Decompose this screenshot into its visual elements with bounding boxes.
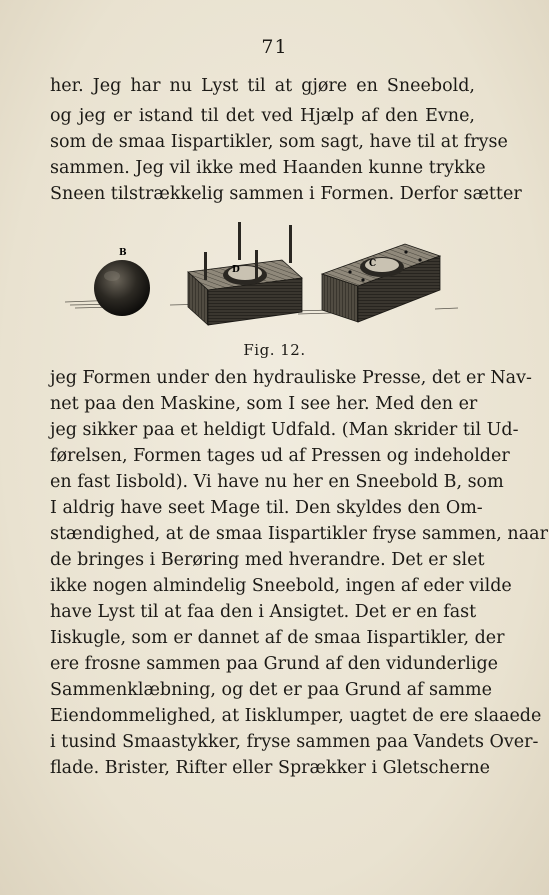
text-line: ikke nogen almindelig Sneebold, ingen af eder vilde bbox=[50, 576, 512, 596]
text-line: ere frosne sammen paa Grund af den vidunderlige bbox=[50, 654, 499, 674]
snowball-b bbox=[94, 248, 150, 316]
text-line: førelsen, Formen tages ud af Pressen og indeholder bbox=[50, 446, 510, 466]
text-line: I aldrig have seet Mage til. Den skyldes den Om- bbox=[50, 498, 483, 518]
text-line: Iiskugle, som er dannet af de smaa Iispartikler, der bbox=[50, 628, 505, 648]
text-line: i tusind Smaastykker, fryse sammen paa Vandets Over- bbox=[50, 732, 539, 752]
text-line: have Lyst til at faa den i Ansigtet. Det er en fast bbox=[50, 602, 477, 622]
text-line: som de smaa Iispartikler, som sagt, have til at fryse bbox=[50, 132, 508, 152]
text-line: Sammenklæbning, og det er paa Grund af samme bbox=[50, 680, 493, 700]
text-line: sammen. Jeg vil ikke med Haanden kunne trykke bbox=[50, 158, 486, 178]
text-line: her. Jeg har nu Lyst til at gjøre en Sneebold, bbox=[50, 76, 475, 96]
page-number: 71 bbox=[261, 36, 288, 58]
text-line: flade. Brister, Rifter eller Sprækker i Gletscherne bbox=[50, 758, 490, 778]
text-line: jeg Formen under den hydrauliske Presse, det er Nav- bbox=[50, 368, 532, 388]
text-line: en fast Iisbold). Vi have nu her en Sneebold B, som bbox=[50, 472, 504, 492]
text-line: stændighed, at de smaa Iispartikler fryse sammen, naar bbox=[50, 524, 548, 544]
figure-label-b: B bbox=[119, 248, 127, 258]
mould-c bbox=[322, 244, 440, 322]
figure-illustration bbox=[60, 210, 460, 335]
text-line: Sneen tilstrækkelig sammen i Formen. Derfor sætter bbox=[50, 184, 522, 204]
text-line: jeg sikker paa et heldigt Udfald. (Man skrider til Ud- bbox=[50, 420, 519, 440]
figure-label-c: C bbox=[369, 259, 377, 269]
text-line: net paa den Maskine, som I see her. Med den er bbox=[50, 394, 478, 414]
figure-label-d: D bbox=[232, 265, 240, 275]
text-line: og jeg er istand til det ved Hjælp af den Evne, bbox=[50, 106, 475, 126]
mould-d bbox=[188, 222, 302, 325]
text-line: Eiendommelighed, at Iisklumper, uagtet de ere slaaede bbox=[50, 706, 542, 726]
figure-caption: Fig. 12. bbox=[243, 341, 306, 359]
text-line: de bringes i Berøring med hverandre. Det er slet bbox=[50, 550, 485, 570]
